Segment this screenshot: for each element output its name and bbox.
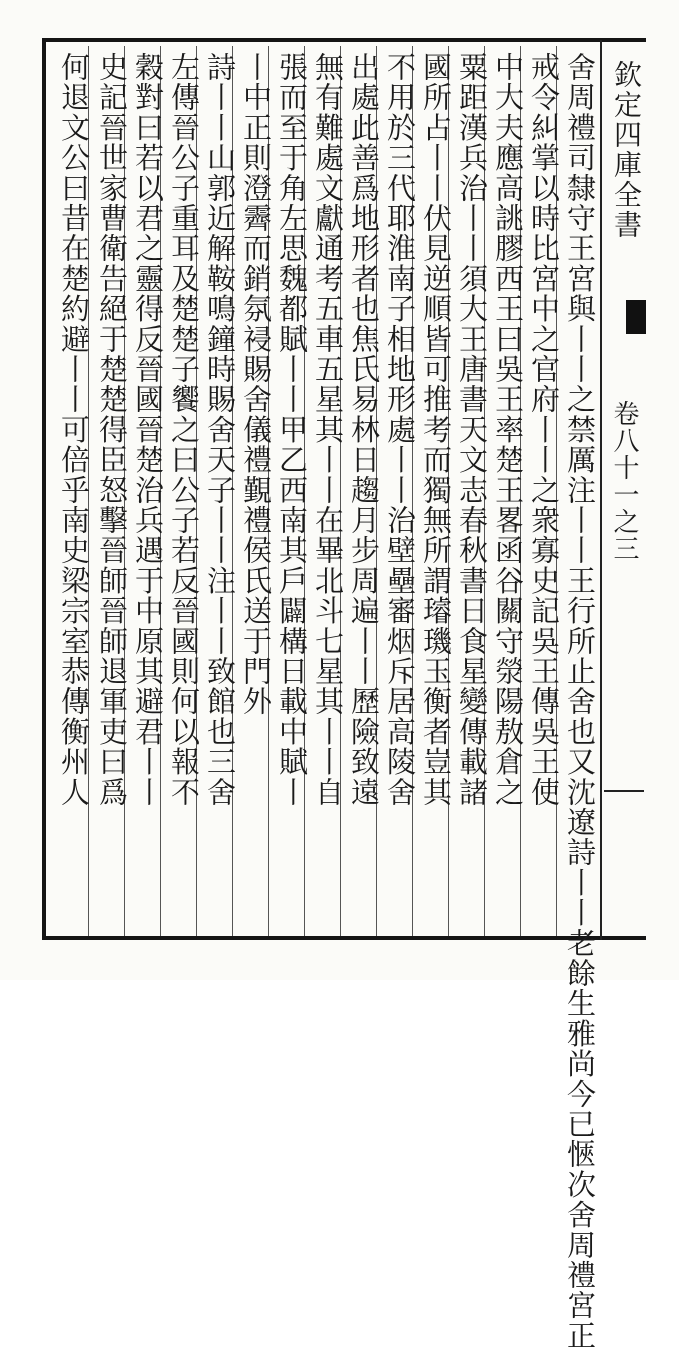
text-column: 國所占丨丨伏見逆順皆可推考而獨無所謂璿璣玉衡者豈其: [419, 52, 453, 807]
text-column: 詩丨丨山郭近解鞍鳴鐘時賜舍天子丨丨注丨丨致館也三舍: [203, 52, 237, 807]
text-column: 左傳晉公子重耳及楚楚子饗之曰公子若反晉國則何以報不: [167, 52, 201, 807]
text-column: 丨中正則澄霽而銷氛祲賜舍儀禮覲禮侯氏送于門外: [239, 52, 273, 717]
book-title: 欽定四庫全書: [610, 60, 643, 240]
text-column: 無有難處文獻通考五車五星其丨丨在畢北斗七星其丨丨自: [311, 52, 345, 807]
juan-label: 卷八十一之三: [609, 400, 639, 562]
text-column: 舍周禮司隸守王宮與丨丨之禁厲注丨丨王行所止舍也又沈遼詩丨丨老餘生雅尚今已愜次舍周禮宮正: [563, 52, 597, 1351]
text-column: 史記晉世家曹衛告絕于楚楚得臣怒擊晉師晉師退軍吏曰爲: [95, 52, 129, 807]
text-column: 粟距漢兵治丨丨須大王唐書天文志春秋書日食星變傳載諸: [455, 52, 489, 807]
text-column: 出處此善爲地形者也焦氏易林日趨月步周遍丨丨歷險致遠: [347, 52, 381, 807]
fishtail-mark: [626, 300, 646, 334]
text-column: 不用於三代耶淮南子相地形處丨丨治壁壘審烟斥居高陵舍: [383, 52, 417, 807]
text-column: 戒令糾掌以時比宮中之官府丨丨之衆寡史記吳王傳吳王使: [527, 52, 561, 807]
margin-divider: [604, 790, 644, 792]
text-column: 穀對曰若以君之靈得反晉國晉楚治兵遇于中原其避君丨丨: [131, 52, 165, 807]
text-column: 中大夫應高誂膠西王曰吳王率楚王畧函谷關守滎陽敖倉之: [491, 52, 525, 807]
text-column: 何退文公曰昔在楚約避丨丨可倍乎南史梁宗室恭傳衡州人: [57, 52, 91, 807]
text-column: 張而至于角左思魏都賦丨丨甲乙西南其戶闢構日載中賦丨: [275, 52, 309, 807]
